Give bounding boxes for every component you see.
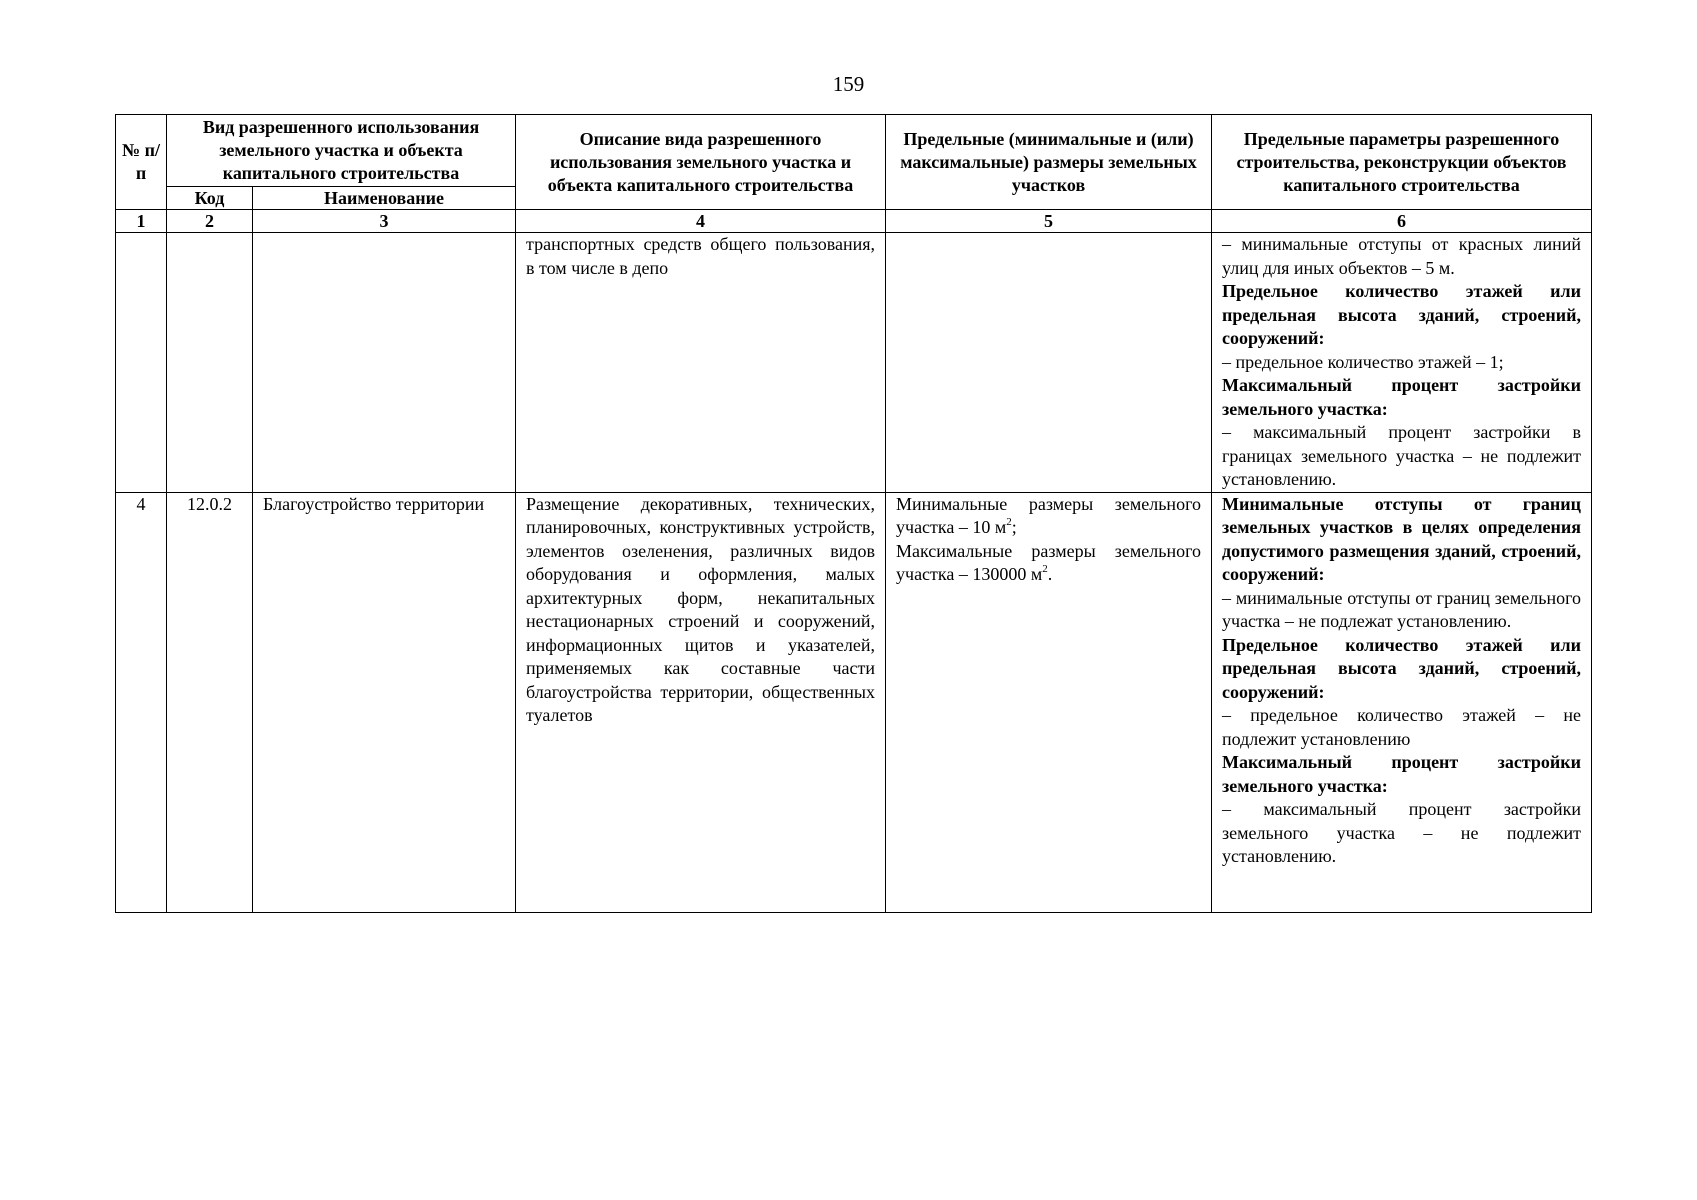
column-number-2: 2 [167, 210, 253, 233]
column-number-5: 5 [886, 210, 1212, 233]
table-header-row [116, 115, 1592, 187]
parameter-line: – минимальные отступы от красных линий улиц для иных объектов – 5 м. [1222, 234, 1582, 278]
construction-parameters [1212, 492, 1592, 912]
table-row [116, 233, 1592, 493]
header-sizes: Предельные (минимальные и (или) максимальные) размеры земельных участков [886, 115, 1212, 210]
parameter-line: – максимальный процент застройки в границах земельного участка – не подлежит установлению. [1222, 422, 1582, 489]
table-body [116, 233, 1592, 913]
construction-parameters [1212, 233, 1592, 493]
parameter-line: – максимальный процент застройки земельного участка – не подлежит установлению. [1222, 799, 1582, 866]
size-line: Максимальные размеры земельного участка – 130000 $м^2$. [896, 540, 1202, 584]
parameter-heading: Минимальные отступы от границ земельных участков в целях определения допустимого размещения зданий, строений, сооружений: [1222, 493, 1582, 584]
column-number-1: 1 [116, 210, 167, 233]
parameter-heading: Максимальный процент застройки земельного участка: [1222, 752, 1582, 796]
header-name: Наименование [253, 187, 516, 210]
plot-sizes [886, 233, 1212, 493]
table-row [116, 492, 1592, 912]
plot-sizes [886, 492, 1212, 912]
header-parameters: Предельные параметры разрешенного строительства, реконструкции объектов капитального строительства [1212, 115, 1592, 210]
use-code [167, 233, 253, 493]
row-number: 4 [116, 492, 167, 912]
parameter-line: – предельное количество этажей – 1; [1222, 351, 1504, 372]
use-description: транспортных средств общего пользования, в том числе в депо [516, 233, 886, 493]
column-number-6: 6 [1212, 210, 1592, 233]
use-name: Благоустройство территории [253, 492, 516, 912]
row-number [116, 233, 167, 493]
column-number-3: 3 [253, 210, 516, 233]
page-number: 159 [832, 72, 865, 96]
header-code: Код [167, 187, 253, 210]
header-vid: Вид разрешенного использования земельного участка и объекта капитального строительства [167, 115, 516, 187]
parameter-line: – минимальные отступы от границ земельного участка – не подлежат установлению. [1222, 587, 1582, 631]
parameter-line: – предельное количество этажей – не подлежит установлению [1222, 705, 1582, 749]
parameter-heading: Предельное количество этажей или предельная высота зданий, строений, сооружений: [1222, 634, 1582, 702]
column-numbers-row [116, 210, 1592, 233]
use-description: Размещение декоративных, технических, планировочных, конструктивных устройств, элементов озеленения, различных видов оборудования и оформления, малых архитектурных форм, некапитальных нестационарных строений и сооружений, информационных щитов и указателей, применяемых как составные части благоустройства территории, общественных туалетов [516, 492, 886, 912]
column-number-4: 4 [516, 210, 886, 233]
size-line: Минимальные размеры земельного участка – 10 $м^2$; [896, 493, 1202, 537]
header-num: № п/п [116, 115, 167, 210]
use-code: 12.0.2 [167, 492, 253, 912]
use-name [253, 233, 516, 493]
land-use-regulations-table [115, 114, 1592, 913]
parameter-heading: Предельное количество этажей или предельная высота зданий, строений, сооружений: [1222, 281, 1582, 348]
parameter-heading: Максимальный процент застройки земельного участка: [1222, 375, 1582, 419]
header-description: Описание вида разрешенного использования земельного участка и объекта капитального строительства [516, 115, 886, 210]
